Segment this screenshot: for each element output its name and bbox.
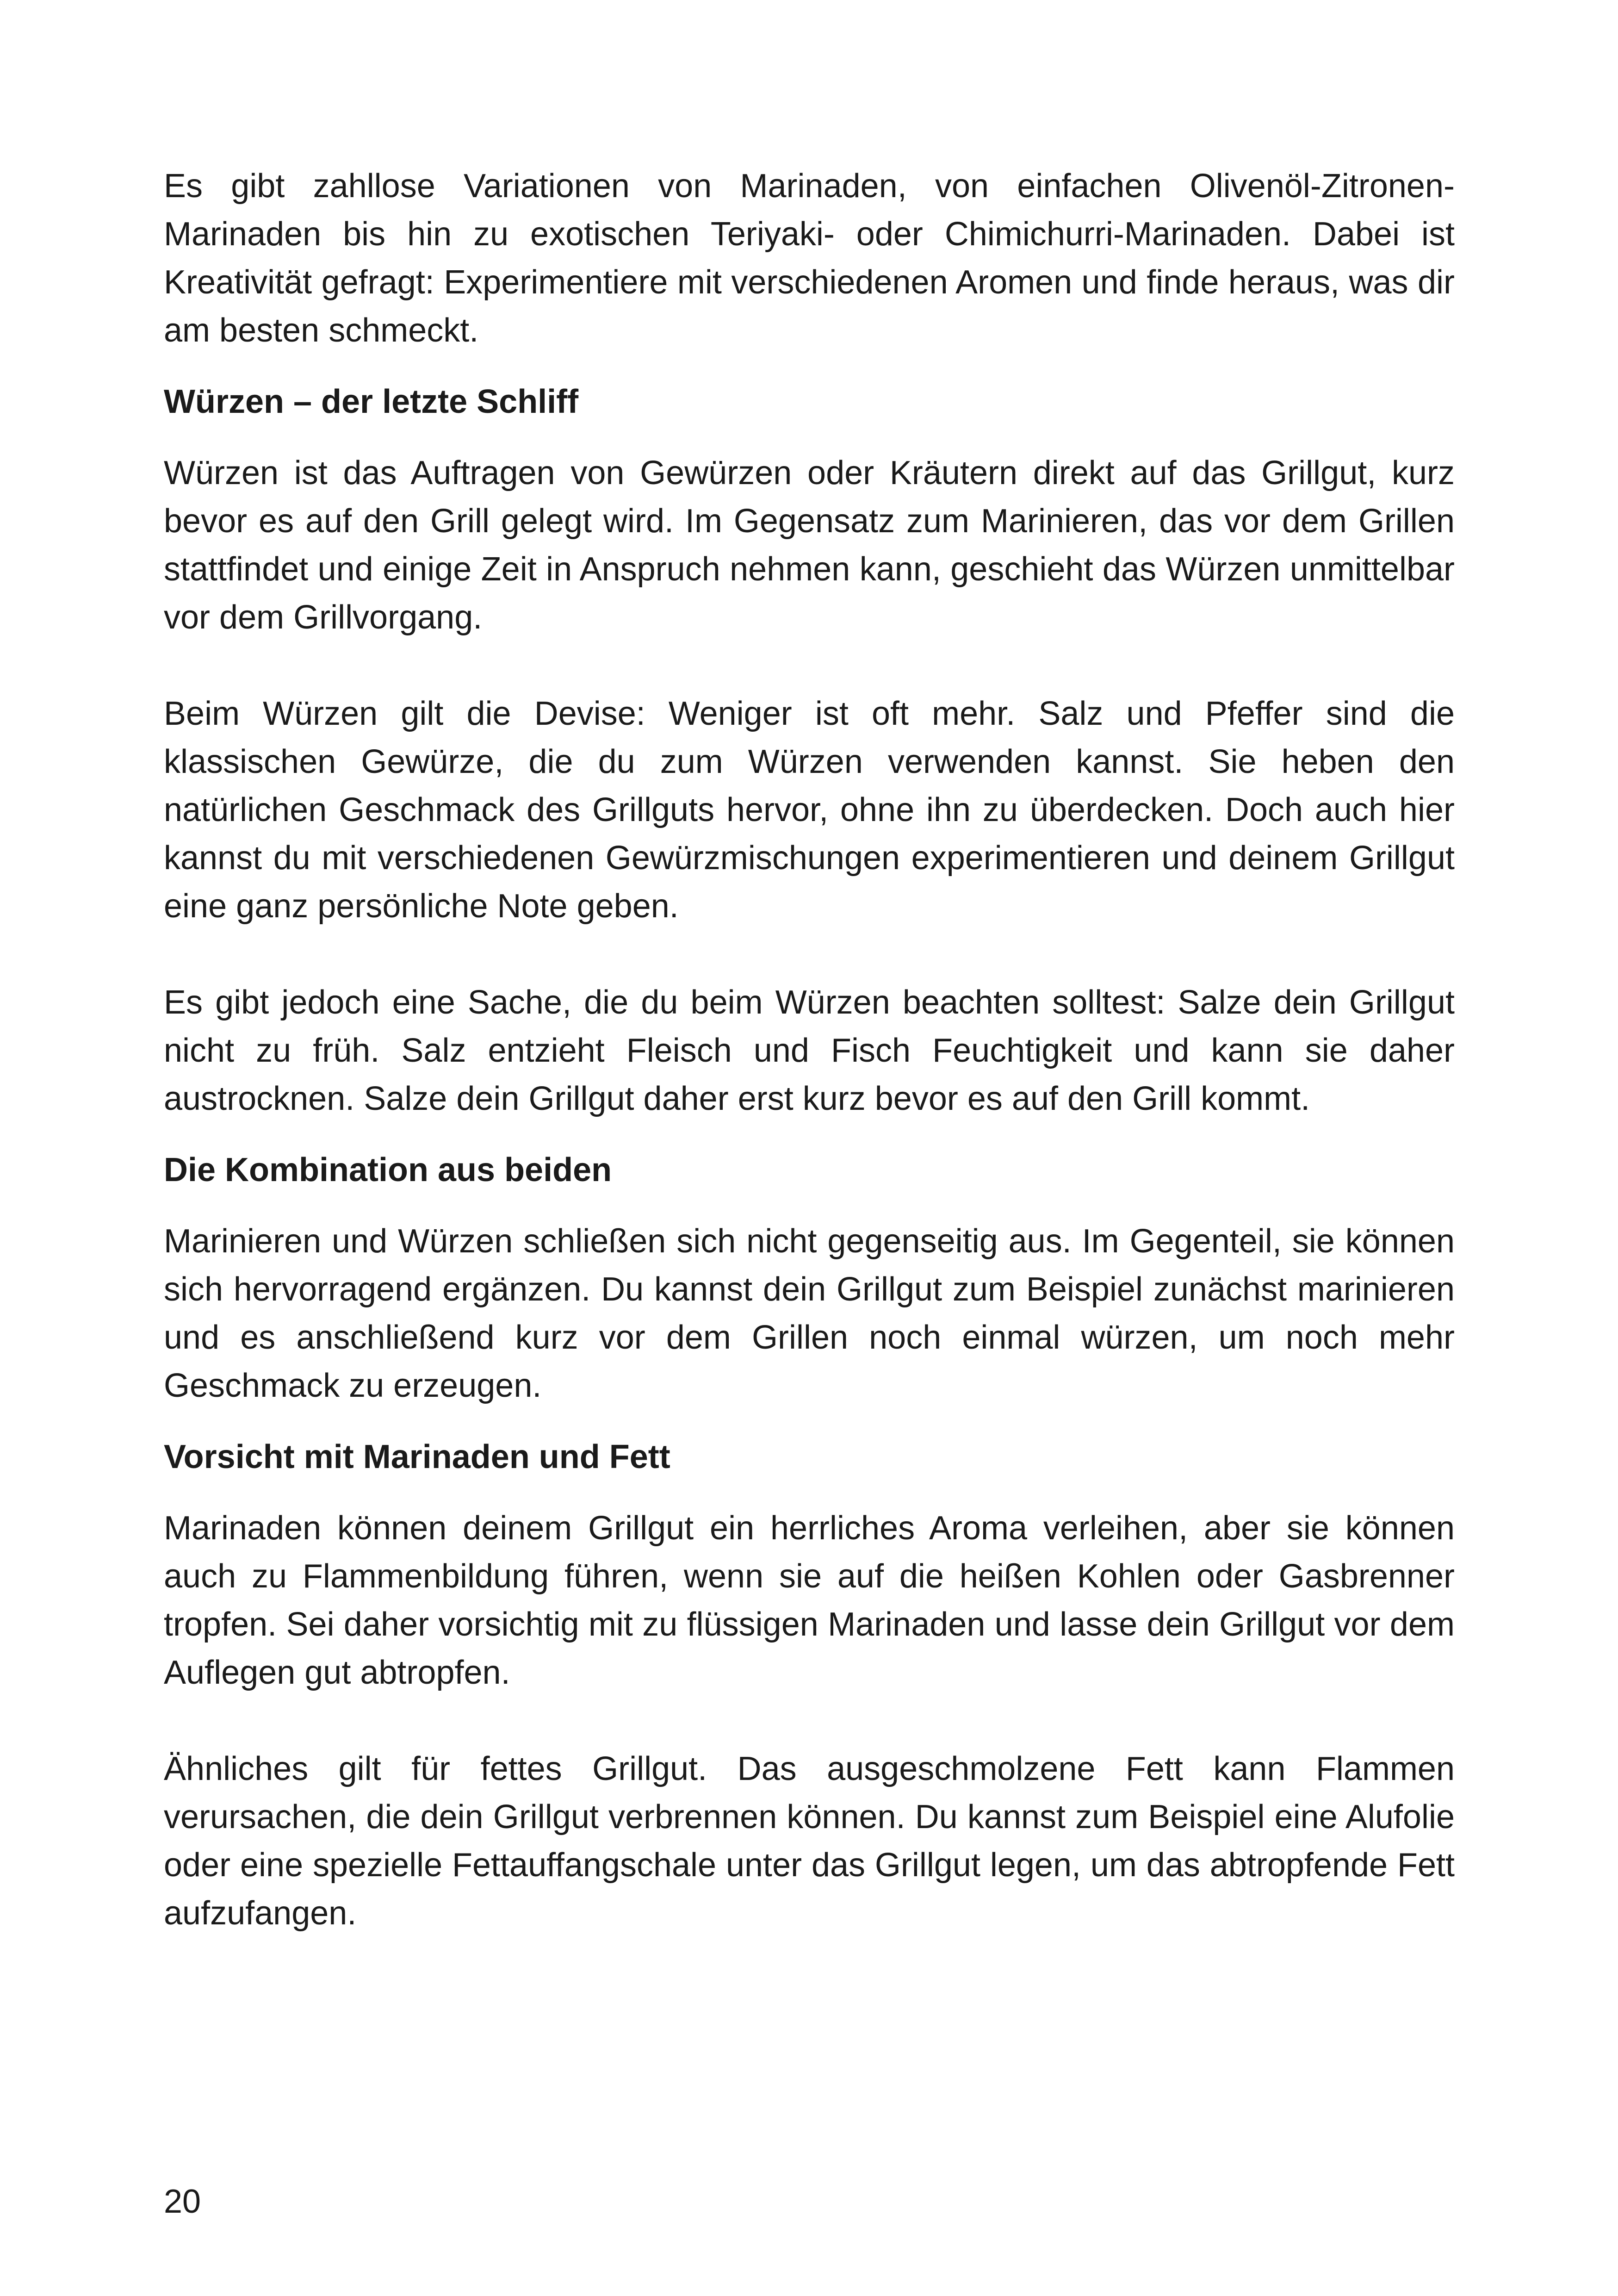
paragraph-marinaden-flammen: Marinaden können deinem Grillgut ein herrliches Aroma verleihen, aber sie können auch zu Flammenbildung führen, wenn sie auf die heißen Kohlen oder Gasbrenner tropfen. Sei daher vorsichtig mit zu flüssigen Marinaden und lasse dein Grillgut vor dem Auflegen gut abtropfen. xyxy=(164,1510,1455,1691)
paragraph-wuerzen-definition: Würzen ist das Auftragen von Gewürzen oder Kräutern direkt auf das Grillgut, kurz bevor es auf den Grill gelegt wird. Im Gegensatz zum Marinieren, das vor dem Grillen stattfindet und einige Zeit in Anspruch nehmen kann, geschieht das Würzen unmittelbar vor dem Grillvorgang. xyxy=(164,454,1455,636)
paragraph-wuerzen-devise: Beim Würzen gilt die Devise: Weniger ist oft mehr. Salz und Pfeffer sind die klassischen Gewürze, die du zum Würzen verwenden kannst. Sie heben den natürlichen Geschmack des Grillguts hervor, ohne ihn zu überdecken. Doch auch hier kannst du mit verschiedenen Gewürzmischungen experimentieren und deinem Grillgut eine ganz persönliche Note geben. xyxy=(164,695,1455,925)
paragraph-kombination: Marinieren und Würzen schließen sich nicht gegenseitig aus. Im Gegenteil, sie können sich hervorragend ergänzen. Du kannst dein Grillgut zum Beispiel zunächst marinieren und es anschließend kurz vor dem Grillen noch einmal würzen, um noch mehr Geschmack zu erzeugen. xyxy=(164,1223,1455,1404)
page-number: 20 xyxy=(164,2183,201,2220)
page-content xyxy=(164,162,1455,1937)
heading-vorsicht: Vorsicht mit Marinaden und Fett xyxy=(164,1438,670,1475)
paragraph-fettes-grillgut: Ähnliches gilt für fettes Grillgut. Das ausgeschmolzene Fett kann Flammen verursachen, die dein Grillgut verbrennen können. Du kannst zum Beispiel eine Alufolie oder eine spezielle Fettauffangschale unter das Grillgut legen, um das abtropfende Fett aufzufangen. xyxy=(164,1750,1455,1932)
paragraph-salz-hinweis: Es gibt jedoch eine Sache, die du beim Würzen beachten solltest: Salze dein Grillgut nicht zu früh. Salz entzieht Fleisch und Fisch Feuchtigkeit und kann sie daher austrocknen. Salze dein Grillgut daher erst kurz bevor es auf den Grill kommt. xyxy=(164,984,1455,1117)
heading-kombination: Die Kombination aus beiden xyxy=(164,1151,612,1188)
paragraph-marinade-variations: Es gibt zahllose Variationen von Marinaden, von einfachen Olivenöl-Zitronen-Marinaden bis hin zu exotischen Teriyaki- oder Chimichurri-Marinaden. Dabei ist Kreativität gefragt: Experimentiere mit verschiedenen Aromen und finde heraus, was dir am besten schmeckt. xyxy=(164,168,1455,349)
heading-wuerzen: Würzen – der letzte Schliff xyxy=(164,383,579,420)
